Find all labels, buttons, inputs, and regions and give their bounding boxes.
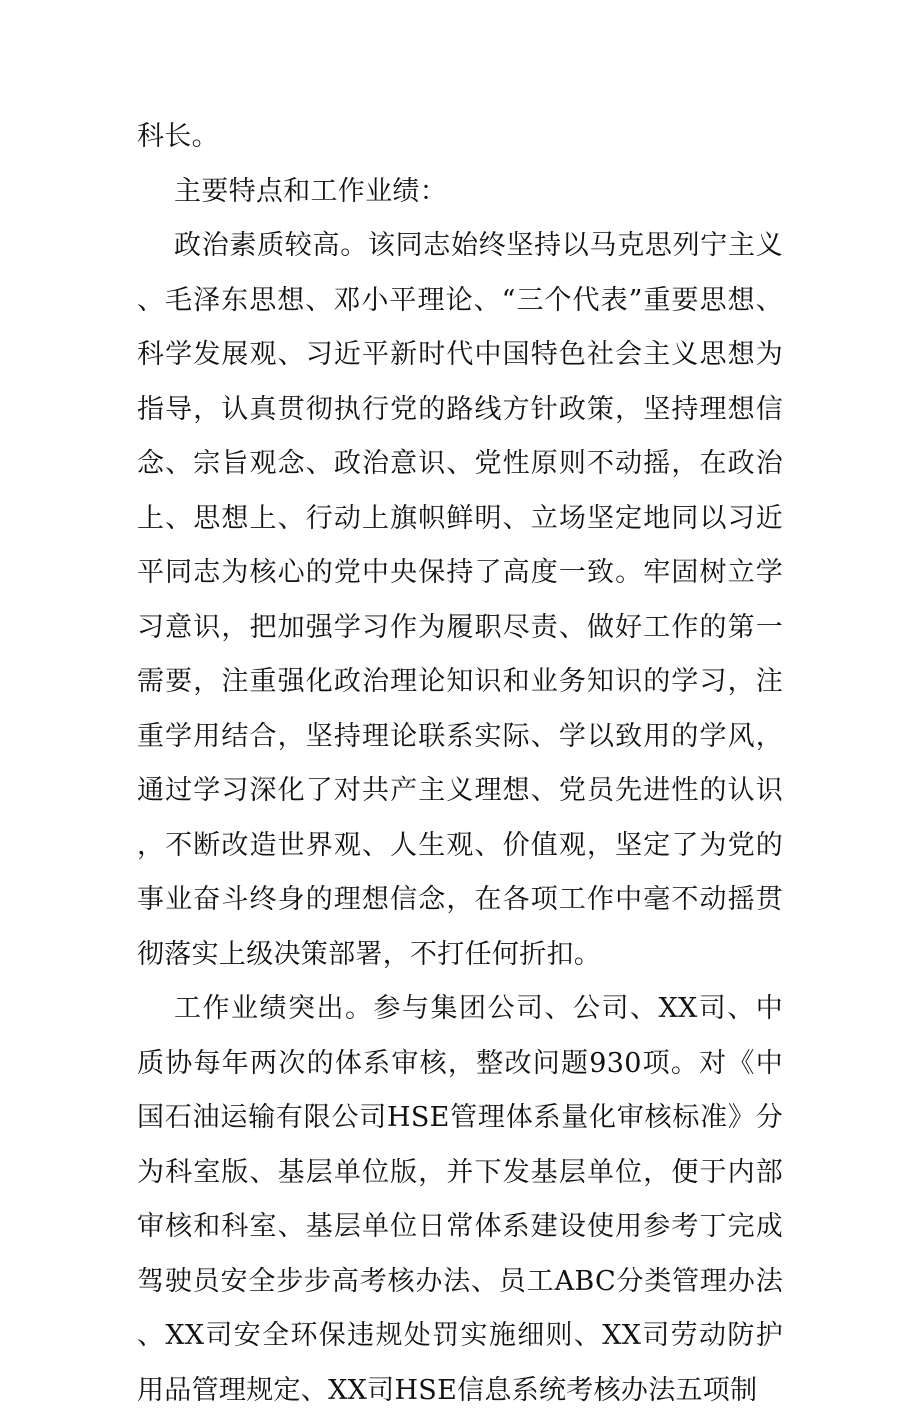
document-body xyxy=(137,110,783,1418)
paragraph-work-performance: 工作业绩突出。参与集团公司、公司、XX司、中质协每年两次的体系审核，整改问题930项。对《中国石油运输有限公司HSE管理体系量化审核标准》分为科室版、基层单位版，并下发基层单位，便于内部审核和科室、基层单位日常体系建设使用参考丁完成驾驶员安全步步高考核办法、员工ABC分类管理办法、XX司安全环保违规处罚实施细则、XX司劳动防护用品管理规定、XX司HSE信息系统考核办法五项制 xyxy=(137,993,783,1406)
paragraph-political-quality: 政治素质较高。该同志始终坚持以马克思列宁主义、毛泽东思想、邓小平理论、“三个代表”重要思想、科学发展观、习近平新时代中国特色社会主义思想为指导，认真贯彻执行党的路线方针政策，坚持理想信念、宗旨观念、政治意识、党性原则不动摇，在政治上、思想上、行动上旗帜鲜明、立场坚定地同以习近平同志为核心的党中央保持了高度一致。牢固树立学习意识，把加强学习作为履职尽责、做好工作的第一需要，注重强化政治理论知识和业务知识的学习，注重学用结合，坚持理论联系实际、学以致用的学风，通过学习深化了对共产主义理想、党员先进性的认识，不断改造世界观、人生观、价值观，坚定了为党的事业奋斗终身的理想信念，在各项工作中毫不动摇贯彻落实上级决策部署，不打任何折扣。 xyxy=(137,230,783,970)
paragraph-heading-main-features: 主要特点和工作业绩： xyxy=(174,175,447,207)
paragraph-continuation: 科长。 xyxy=(137,121,219,152)
